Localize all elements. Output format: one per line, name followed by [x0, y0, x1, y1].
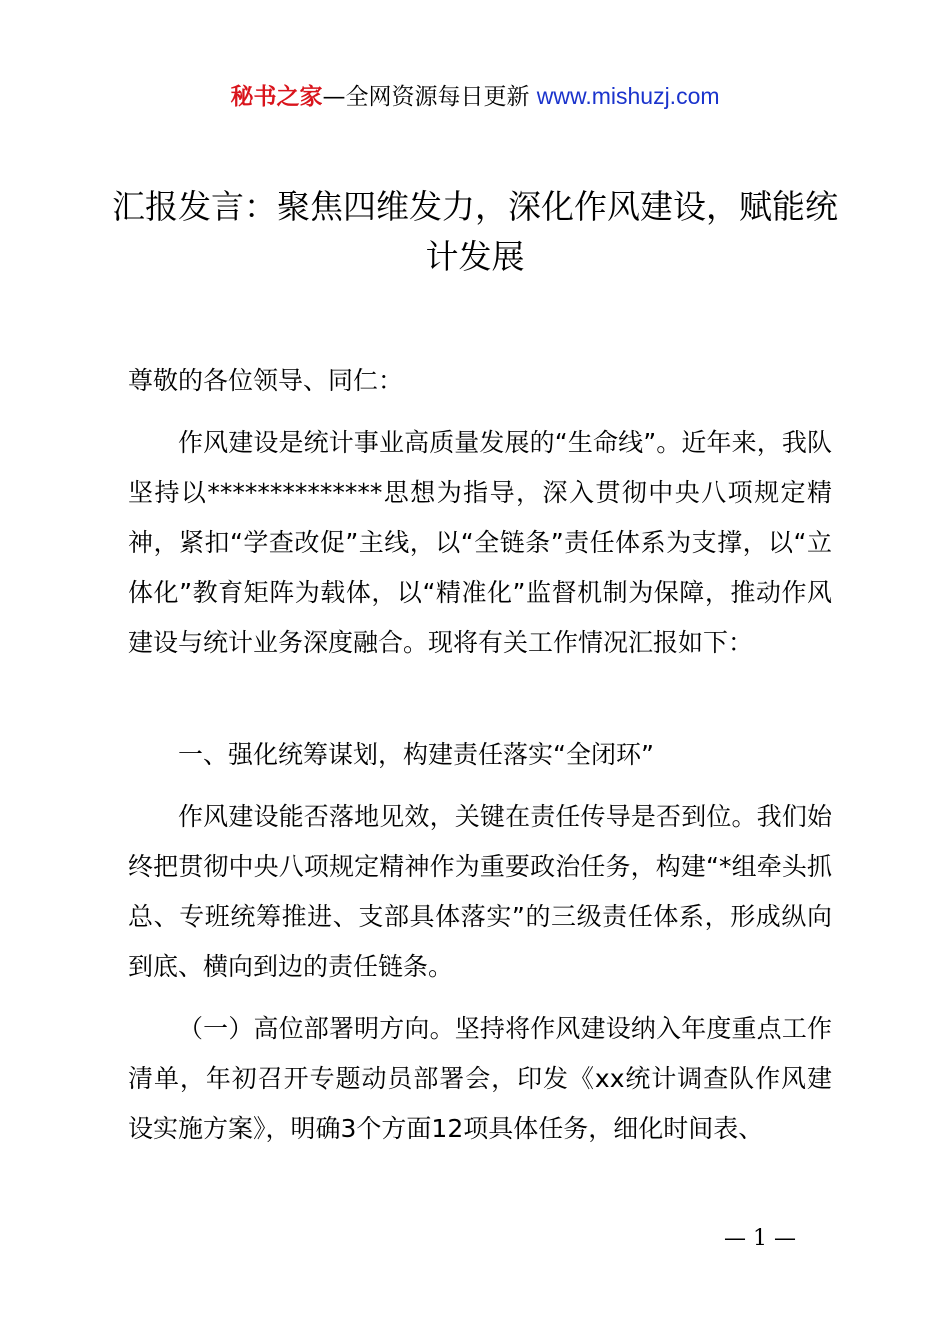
paragraph-responsibility: 作风建设能否落地见效，关键在责任传导是否到位。我们始终把贯彻中央八项规定精神作为重要政治任务，构建“*组牵头抓总、专班统筹推进、支部具体落实”的三级责任体系，形成纵向到底、横向到边的责任链条。	[128, 802, 832, 981]
paragraph-deployment: （一）高位部署明方向。坚持将作风建设纳入年度重点工作清单，年初召开专题动员部署会，印发《xx统计调查队作风建设实施方案》，明确3个方面12项具体任务，细化时间表、	[128, 1014, 832, 1143]
header-slogan: —全网资源每日更新	[322, 84, 530, 110]
site-url-link[interactable]: www.mishuzj.com	[536, 83, 720, 109]
document-title: 汇报发言：聚焦四维发力，深化作风建设，赋能统计发展	[112, 187, 838, 276]
brand-name: 秘书之家	[230, 84, 323, 110]
site-header	[0, 78, 950, 115]
page-number: — 1 —	[724, 1226, 796, 1251]
paragraph-intro: 作风建设是统计事业高质量发展的“生命线”。近年来，我队坚持以**************思想为指导，深入贯彻中央八项规定精神，紧扣“学查改促”主线，以“全链条”责任体系为支撑，以“立体化”教育矩阵为载体，以“精准化”监督机制为保障，推动作风建设与统计业务深度融合。现将有关工作情况汇报如下：	[128, 428, 832, 657]
section-heading-1: 一、强化统筹谋划，构建责任落实“全闭环”	[178, 740, 654, 769]
salutation: 尊敬的各位领导、同仁：	[128, 366, 404, 395]
